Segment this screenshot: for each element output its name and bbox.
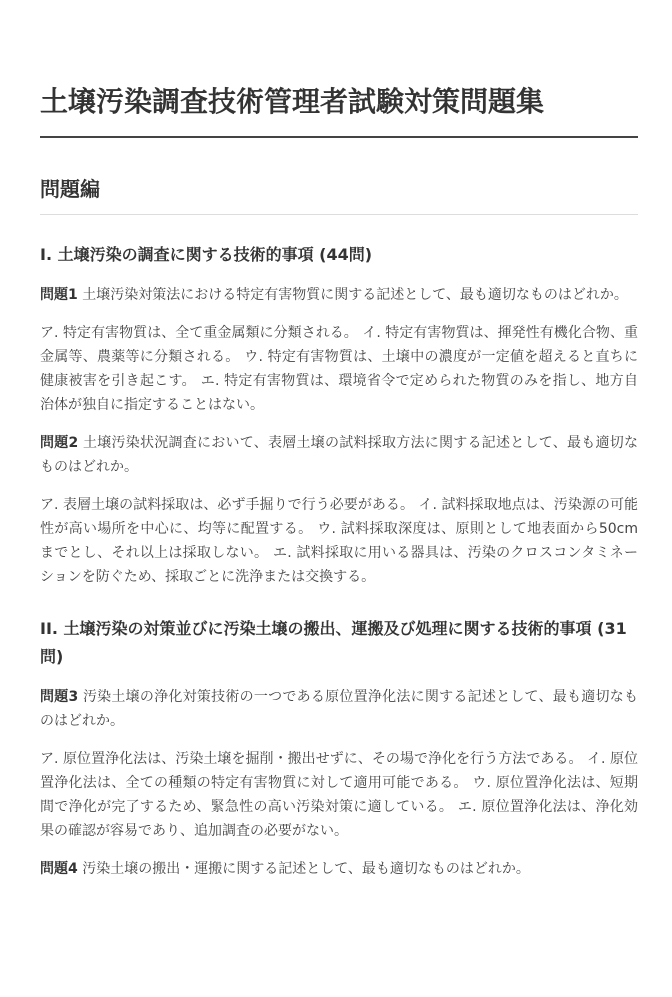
section-title: I. 土壌汚染の調査に関する技術的事項 (44問): [40, 245, 373, 264]
question-3-options: ア. 原位置浄化法は、汚染土壌を掘削・搬出せずに、その場で浄化を行う方法である。 イ. 原位置浄化法は、全ての種類の特定有害物質に対して適用可能である。 ウ. 原位置浄化法は、短期間で浄化が完了するため、緊急性の高い汚染対策に適している。 エ. 原位置浄化法は、浄化効果の確認が容易であり、追加調査の必要がない。: [40, 751, 638, 839]
part-title: 問題編: [40, 174, 638, 215]
question-2: [40, 431, 638, 479]
question-text: 汚染土壌の浄化対策技術の一つである原位置浄化法に関する記述として、最も適切なものはどれか。: [40, 689, 638, 729]
section-title: II. 土壌汚染の対策並びに汚染土壌の搬出、運搬及び処理に関する技術的事項 (31問): [40, 619, 627, 666]
question-label: 問題4: [40, 861, 78, 877]
question-3: [40, 685, 638, 733]
question-text: 土壌汚染状況調査において、表層土壌の試料採取方法に関する記述として、最も適切なものはどれか。: [40, 435, 638, 475]
question-text: 土壌汚染対策法における特定有害物質に関する記述として、最も適切なものはどれか。: [82, 287, 628, 303]
question-2-options: ア. 表層土壌の試料採取は、必ず手掘りで行う必要がある。 イ. 試料採取地点は、汚染源の可能性が高い場所を中心に、均等に配置する。 ウ. 試料採取深度は、原則として地表面から50cmまでとし、それ以上は採取しない。 エ. 試料採取に用いる器具は、汚染のクロスコンタミネーションを防ぐため、採取ごとに洗浄または交換する。: [40, 497, 638, 585]
document-title: 土壌汚染調査技術管理者試験対策問題集: [40, 82, 638, 138]
question-1-options: ア. 特定有害物質は、全て重金属類に分類される。 イ. 特定有害物質は、揮発性有機化合物、重金属等、農薬等に分類される。 ウ. 特定有害物質は、土壌中の濃度が一定値を超えると直ちに健康被害を引き起こす。 エ. 特定有害物質は、環境省令で定められた物質のみを指し、地方自治体が独自に指定することはない。: [40, 325, 638, 413]
section-1: [40, 241, 638, 589]
section-2: [40, 615, 638, 881]
question-4: [40, 857, 638, 881]
question-label: 問題3: [40, 689, 79, 705]
question-label: 問題2: [40, 435, 79, 451]
question-label: 問題1: [40, 287, 78, 303]
question-1: [40, 283, 638, 307]
question-text: 汚染土壌の搬出・運搬に関する記述として、最も適切なものはどれか。: [82, 861, 530, 877]
